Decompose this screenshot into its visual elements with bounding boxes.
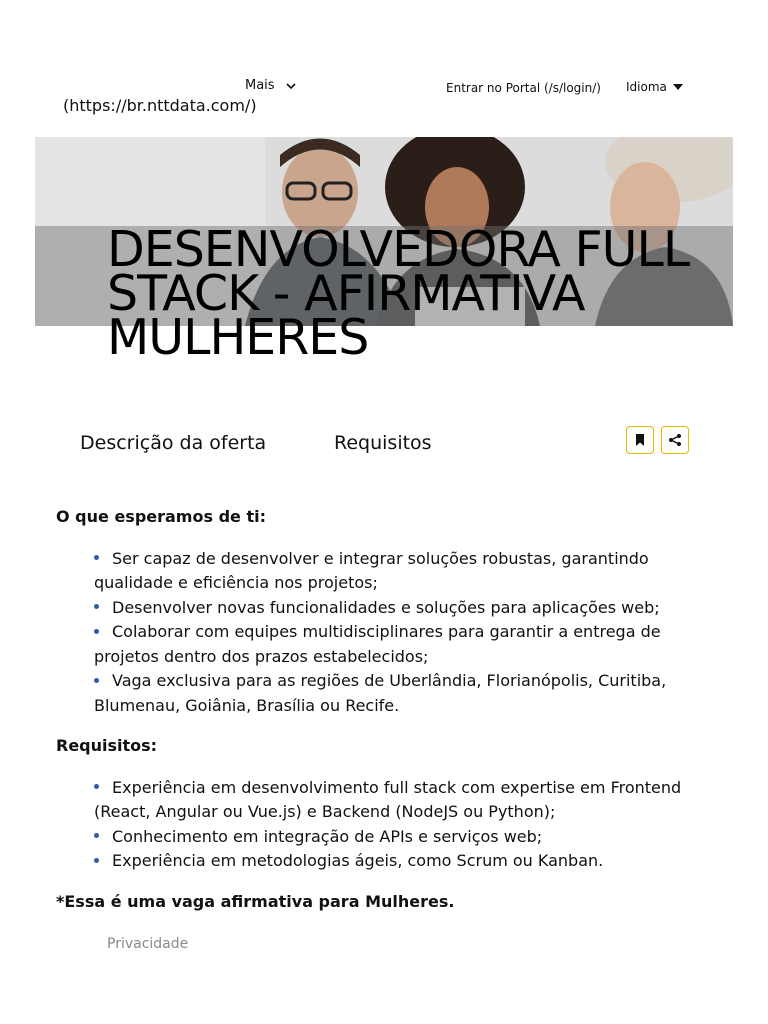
bookmark-icon bbox=[634, 433, 646, 447]
list-item bbox=[94, 825, 696, 850]
requirements-section-title: Requisitos: bbox=[56, 736, 158, 755]
page-title: DESENVOLVEDORA FULL STACK - AFIRMATIVA MULHERES bbox=[107, 221, 690, 366]
list-item-text: Experiência em desenvolvimento full stack com expertise em Frontend (React, Angular ou Vue.js) e Backend (NodeJS ou Python); bbox=[94, 777, 682, 821]
bullet-icon bbox=[94, 833, 99, 838]
list-item bbox=[94, 669, 696, 718]
privacy-link[interactable]: Privacidade bbox=[107, 936, 189, 952]
expect-section-title: O que esperamos de ti: bbox=[56, 507, 266, 526]
bullet-icon bbox=[94, 555, 99, 560]
logo-link[interactable]: (https://br.nttdata.com/) bbox=[63, 96, 257, 115]
share-button[interactable] bbox=[661, 426, 689, 454]
bullet-icon bbox=[94, 784, 99, 789]
caret-down-icon bbox=[673, 84, 683, 90]
more-menu-button[interactable] bbox=[245, 78, 297, 93]
chevron-down-icon bbox=[285, 80, 297, 92]
job-description bbox=[56, 505, 696, 914]
list-item bbox=[94, 596, 696, 621]
tab-descricao[interactable]: Descrição da oferta bbox=[80, 432, 267, 454]
list-item-text: Desenvolver novas funcionalidades e soluções para aplicações web; bbox=[112, 597, 660, 617]
portal-login-link[interactable]: Entrar no Portal (/s/login/) bbox=[446, 81, 601, 95]
language-label: Idioma bbox=[626, 80, 667, 94]
requirements-list bbox=[56, 776, 696, 874]
expect-list bbox=[56, 547, 696, 719]
list-item-text: Experiência em metodologias ágeis, como Scrum ou Kanban. bbox=[112, 851, 604, 870]
list-item bbox=[94, 776, 696, 825]
list-item-text: Colaborar com equipes multidisciplinares para garantir a entrega de projetos dentro dos prazos estabelecidos; bbox=[94, 622, 661, 666]
bullet-icon bbox=[94, 678, 99, 683]
list-item-text: Vaga exclusiva para as regiões de Uberlândia, Florianópolis, Curitiba, Blumenau, Goiânia, Brasília ou Recife. bbox=[94, 671, 667, 715]
bullet-icon bbox=[94, 629, 99, 634]
list-item-text: Conhecimento em integração de APIs e serviços web; bbox=[112, 826, 543, 846]
more-menu-label: Mais bbox=[245, 78, 275, 93]
share-icon bbox=[668, 433, 682, 447]
list-item bbox=[94, 849, 696, 874]
bullet-icon bbox=[94, 604, 99, 609]
language-selector[interactable] bbox=[626, 80, 683, 94]
list-item-text: Ser capaz de desenvolver e integrar soluções robustas, garantindo qualidade e eficiência nos projetos; bbox=[94, 548, 649, 592]
bookmark-button[interactable] bbox=[626, 426, 654, 454]
bullet-icon bbox=[94, 858, 99, 863]
list-item bbox=[94, 547, 696, 596]
affirmative-note: *Essa é uma vaga afirmativa para Mulheres. bbox=[56, 891, 455, 911]
list-item bbox=[94, 620, 696, 669]
tab-requisitos[interactable]: Requisitos bbox=[334, 432, 432, 454]
